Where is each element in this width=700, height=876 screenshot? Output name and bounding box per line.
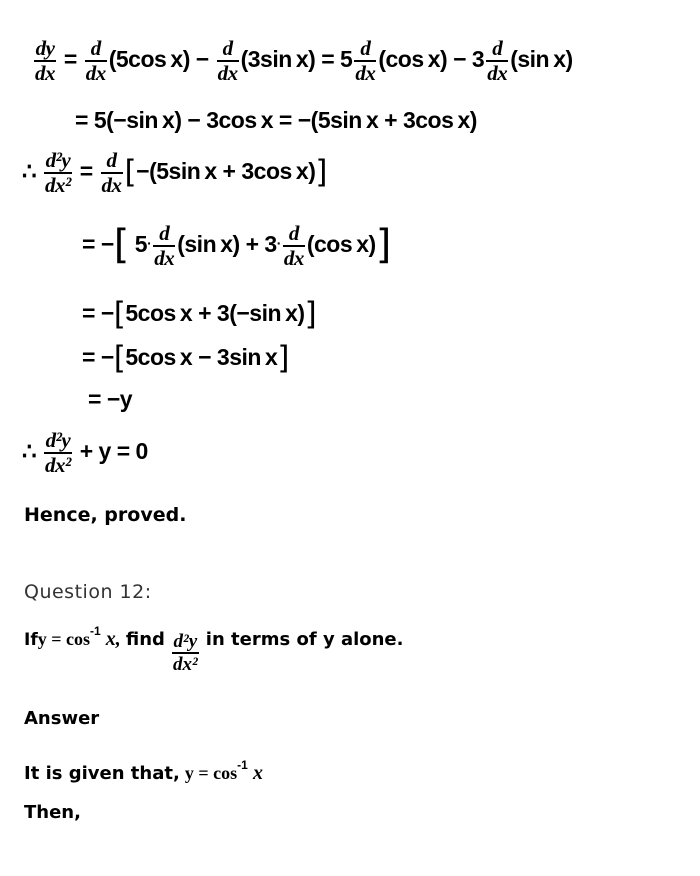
- equation-line-1: $\frac{dy}{dx}$ = $\frac{d}{dx}$ (5cos x) − $\frac{d}{dx}$ (3sin x) = 5 $\frac{d}{dx}$ (cos x) − 3 $\frac{d}{dx}$ (sin x): [35, 36, 573, 85]
- equation-line-8: ∴ $\frac{\text{d²y}}{\text{dx²}}$ + y = 0: [22, 428, 148, 477]
- fraction-d-dx: $\frac{d}{dx}$: [101, 148, 122, 197]
- equation-line-2: = 5(−sin x) − 3cos x = −(5sin x + 3cos x): [75, 107, 477, 133]
- equation-line-4: = −[ 5· $\frac{d}{dx}$ (sin x) + 3· $\frac{d}{dx}$ (cos x)]: [82, 220, 391, 270]
- equation-line-6: = −[5cos x − 3sin x]: [82, 340, 289, 376]
- fraction-d-dx: $\frac{d}{dx}$: [283, 220, 304, 270]
- fraction-d-dx: $\frac{d}{dx}$: [355, 36, 376, 85]
- equation-line-7: = −y: [88, 386, 133, 412]
- given-statement: It is given that, $y = \cos^{-1} x$: [24, 758, 263, 784]
- conclusion-text: Hence, proved.: [24, 504, 187, 526]
- fraction-d2y-dx2: $\frac{\text{d²y}}{\text{dx²}}$: [45, 148, 71, 197]
- question-statement: Ify = $\cos^{-1} x$, find $\frac{\text{d²y}}{\text{dx²}}$ in terms of y alone.: [24, 624, 404, 675]
- question-heading: Question 12:: [24, 581, 152, 603]
- fraction-dy-dx: $\frac{dy}{dx}$: [35, 36, 55, 85]
- equation-line-5: = −[5cos x + 3(−sin x)]: [82, 296, 317, 332]
- then-text: Then,: [24, 802, 81, 823]
- fraction-d2y-dx2: $\frac{\text{d²y}}{\text{dx²}}$: [173, 631, 198, 675]
- fraction-d-dx: $\frac{d}{dx}$: [85, 36, 106, 85]
- fraction-d2y-dx2: $\frac{\text{d²y}}{\text{dx²}}$: [45, 428, 71, 477]
- fraction-d-dx: $\frac{d}{dx}$: [487, 36, 508, 85]
- equation-line-3: ∴ $\frac{\text{d²y}}{\text{dx²}}$ = $\frac{d}{dx}$ [−(5sin x + 3cos x)]: [22, 148, 327, 197]
- fraction-d-dx: $\frac{d}{dx}$: [217, 36, 238, 85]
- answer-heading: Answer: [24, 708, 100, 729]
- fraction-d-dx: $\frac{d}{dx}$: [154, 220, 175, 270]
